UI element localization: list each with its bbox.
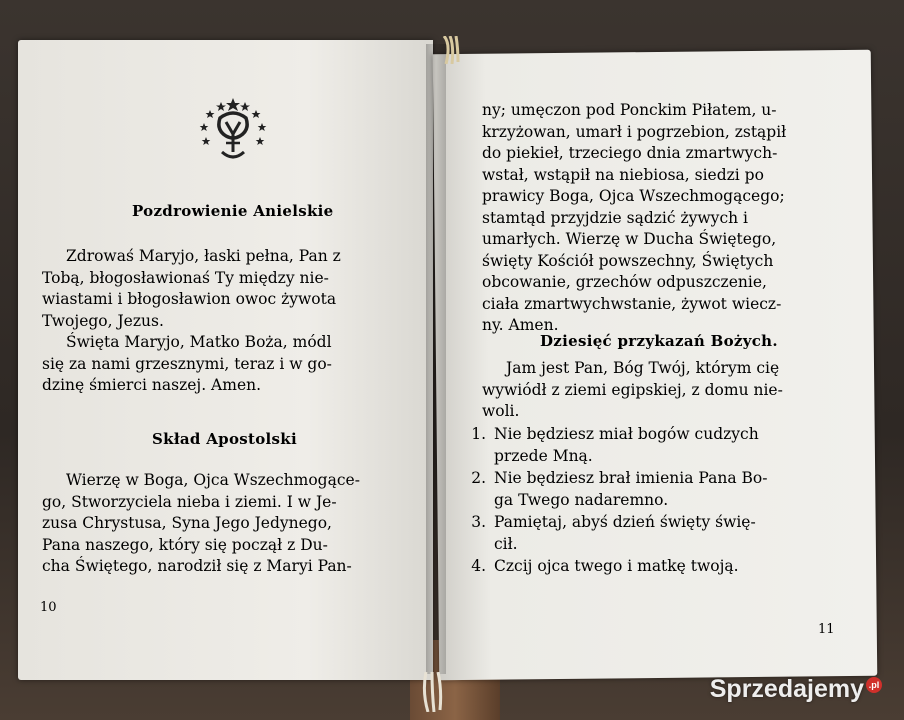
bookmark-tassel-icon	[420, 672, 446, 712]
text-line: zusa Chrystusa, Syna Jego Jedynego,	[42, 514, 332, 532]
text-line: Nie będziesz brał imienia Pana Bo-	[494, 469, 768, 487]
page-number-right: 11	[818, 622, 835, 637]
text-line: umarłych. Wierzę w Ducha Świętego,	[482, 230, 777, 248]
page-number-left: 10	[40, 600, 57, 615]
commandment-item	[462, 556, 739, 578]
watermark-suffix: .pl	[866, 677, 882, 693]
text-line: woli.	[482, 402, 520, 420]
text-line: Czcij ojca twego i matkę twoją.	[494, 557, 739, 575]
text-line: wstał, wstąpił na niebiosa, siedzi po	[482, 165, 764, 184]
text-line: Jam jest Pan, Bóg Twój, którym cię	[506, 359, 780, 377]
list-number: 4.	[471, 557, 486, 575]
text-line: przede Mną.	[494, 446, 593, 465]
text-line: Twojego, Jezus.	[42, 311, 164, 330]
commandment-item	[462, 424, 759, 467]
heading-apostles-creed: Skład Apostolski	[152, 430, 297, 448]
text-line: Pana naszego, który się począł z Du-	[42, 535, 328, 554]
commandment-item	[462, 512, 756, 555]
text-line: ga Twego nadaremno.	[494, 490, 669, 509]
text-line: prawicy Boga, Ojca Wszechmogącego;	[482, 187, 785, 205]
text-line: święty Kościół powszechny, Świętych	[482, 251, 774, 270]
creed-paragraph-start	[42, 470, 360, 578]
list-number: 3.	[471, 513, 486, 531]
list-number: 1.	[471, 425, 486, 443]
text-line: ny. Amen.	[482, 316, 559, 334]
text-line: Pamiętaj, abyś dzień święty świę-	[494, 513, 756, 531]
text-line: obcowanie, grzechów odpuszczenie,	[482, 273, 767, 291]
hail-mary-paragraph	[42, 246, 341, 332]
creed-paragraph-end	[482, 100, 786, 337]
text-line: wiastami i błogosławion owoc żywota	[42, 290, 337, 308]
list-number: 2.	[471, 469, 486, 487]
text-line: stamtąd przyjdzie sądzić żywych i	[482, 208, 748, 227]
commandment-item	[462, 468, 767, 511]
text-line: wywiódł z ziemi egipskiej, z domu nie-	[482, 380, 783, 399]
text-line: Święta Maryjo, Matko Boża, módl	[66, 333, 332, 351]
marian-monogram-icon	[196, 96, 270, 170]
text-line: dzinę śmierci naszej. Amen.	[42, 376, 262, 394]
text-line: się za nami grzesznymi, teraz i w go-	[42, 354, 332, 373]
text-line: Tobą, błogosławionaś Ty między nie-	[42, 268, 329, 287]
text-line: cha Świętego, narodził się z Maryi Pan-	[42, 557, 352, 575]
heading-angelus: Pozdrowienie Anielskie	[132, 202, 334, 220]
bookmark-ribbon-icon	[440, 36, 462, 64]
text-line: ciała zmartwychwstanie, żywot wiecz-	[482, 294, 782, 313]
holy-mary-paragraph	[42, 332, 332, 397]
sprzedajemy-watermark-logo	[710, 675, 882, 704]
text-line: cił.	[494, 534, 518, 553]
text-line: do piekieł, trzeciego dnia zmartwych-	[482, 144, 778, 162]
text-line: ny; umęczon pod Ponckim Piłatem, u-	[482, 101, 777, 119]
watermark-text: Sprzedajemy	[709, 675, 864, 703]
book-gutter	[426, 44, 446, 674]
commandments-intro	[482, 358, 783, 423]
heading-ten-commandments: Dziesięć przykazań Bożych.	[540, 332, 778, 350]
text-line: Nie będziesz miał bogów cudzych	[494, 425, 759, 443]
text-line: Zdrowaś Maryjo, łaski pełna, Pan z	[66, 247, 341, 265]
text-line: Wierzę w Boga, Ojca Wszechmogące-	[66, 471, 360, 489]
text-line: go, Stworzyciela nieba i ziemi. I w Je-	[42, 492, 337, 511]
text-line: krzyżowan, umarł i pogrzebion, zstąpił	[482, 122, 787, 141]
